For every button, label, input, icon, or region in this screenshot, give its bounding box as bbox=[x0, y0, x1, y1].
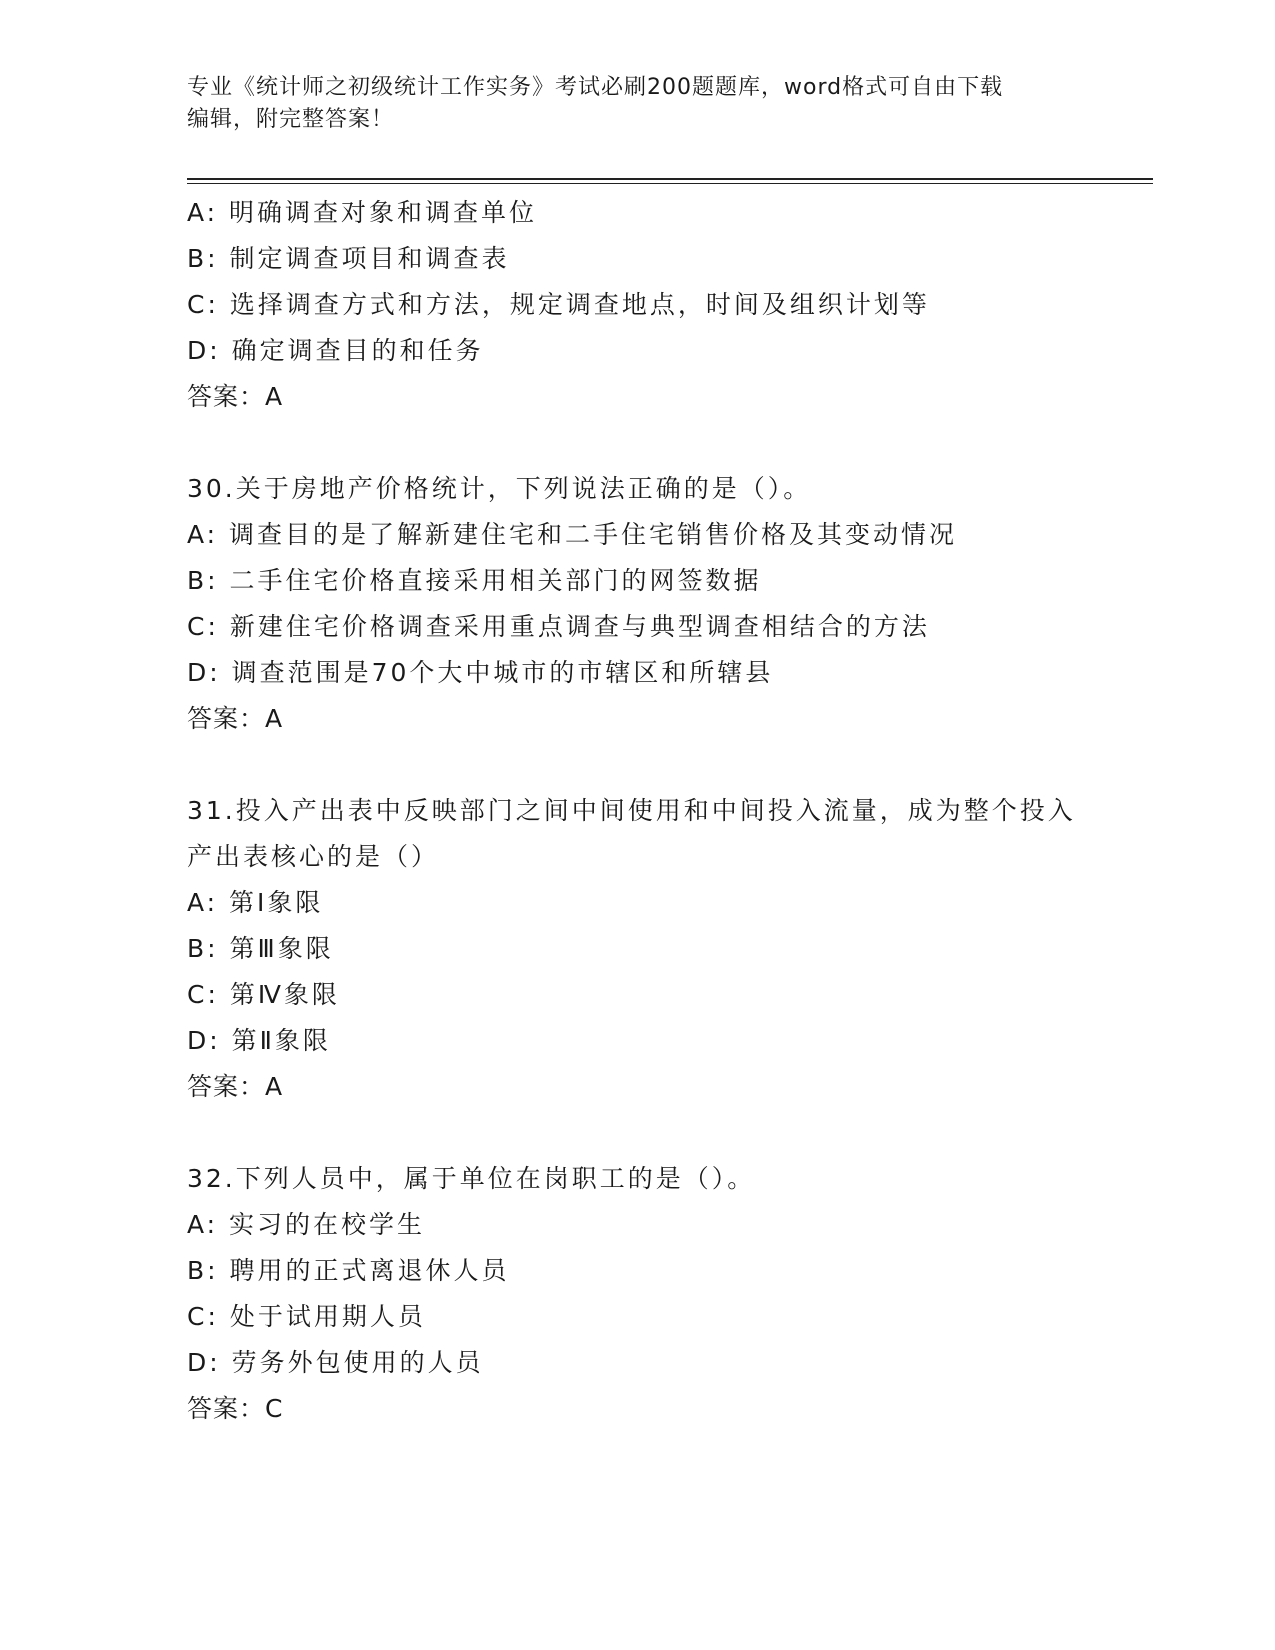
option-b: B: 第Ⅲ象限 bbox=[187, 934, 334, 963]
option-d: D: 第Ⅱ象限 bbox=[187, 1026, 331, 1055]
header-divider bbox=[187, 178, 1153, 180]
option-c: C: 第Ⅳ象限 bbox=[187, 980, 340, 1009]
header-title-line-2: 编辑，附完整答案！ bbox=[187, 107, 395, 132]
option-b: B: 聘用的正式离退休人员 bbox=[187, 1256, 510, 1285]
option-c: C: 新建住宅价格调查采用重点调查与典型调查相结合的方法 bbox=[187, 612, 930, 641]
option-c: C: 处于试用期人员 bbox=[187, 1302, 426, 1331]
answer-line: 答案：C bbox=[187, 1394, 284, 1423]
question-block-32 bbox=[187, 1156, 1087, 1432]
document-header bbox=[187, 72, 1087, 136]
question-text: 32.下列人员中，属于单位在岗职工的是（）。 bbox=[187, 1164, 756, 1193]
answer-line: 答案：A bbox=[187, 704, 284, 733]
question-text: 31.投入产出表中反映部门之间中间使用和中间投入流量，成为整个投入产出表核心的是（） bbox=[187, 796, 1076, 871]
option-b: B: 制定调查项目和调查表 bbox=[187, 244, 510, 273]
question-block-29 bbox=[187, 190, 1087, 420]
header-title-line-1: 专业《统计师之初级统计工作实务》考试必刷200题题库，word格式可自由下载 bbox=[187, 75, 1004, 100]
header-divider-thin bbox=[187, 183, 1153, 184]
option-a: A: 实习的在校学生 bbox=[187, 1210, 426, 1239]
option-d: D: 确定调查目的和任务 bbox=[187, 336, 484, 365]
option-b: B: 二手住宅价格直接采用相关部门的网签数据 bbox=[187, 566, 762, 595]
answer-line: 答案：A bbox=[187, 382, 284, 411]
question-block-31 bbox=[187, 788, 1087, 1110]
option-a: A: 明确调查对象和调查单位 bbox=[187, 198, 538, 227]
question-block-30 bbox=[187, 466, 1087, 742]
option-c: C: 选择调查方式和方法，规定调查地点，时间及组织计划等 bbox=[187, 290, 930, 319]
option-d: D: 劳务外包使用的人员 bbox=[187, 1348, 484, 1377]
question-text: 30.关于房地产价格统计，下列说法正确的是（）。 bbox=[187, 474, 812, 503]
option-a: A: 第Ⅰ象限 bbox=[187, 888, 324, 917]
option-a: A: 调查目的是了解新建住宅和二手住宅销售价格及其变动情况 bbox=[187, 520, 958, 549]
option-d: D: 调查范围是70个大中城市的市辖区和所辖县 bbox=[187, 658, 774, 687]
question-list bbox=[187, 190, 1087, 1432]
answer-line: 答案：A bbox=[187, 1072, 284, 1101]
